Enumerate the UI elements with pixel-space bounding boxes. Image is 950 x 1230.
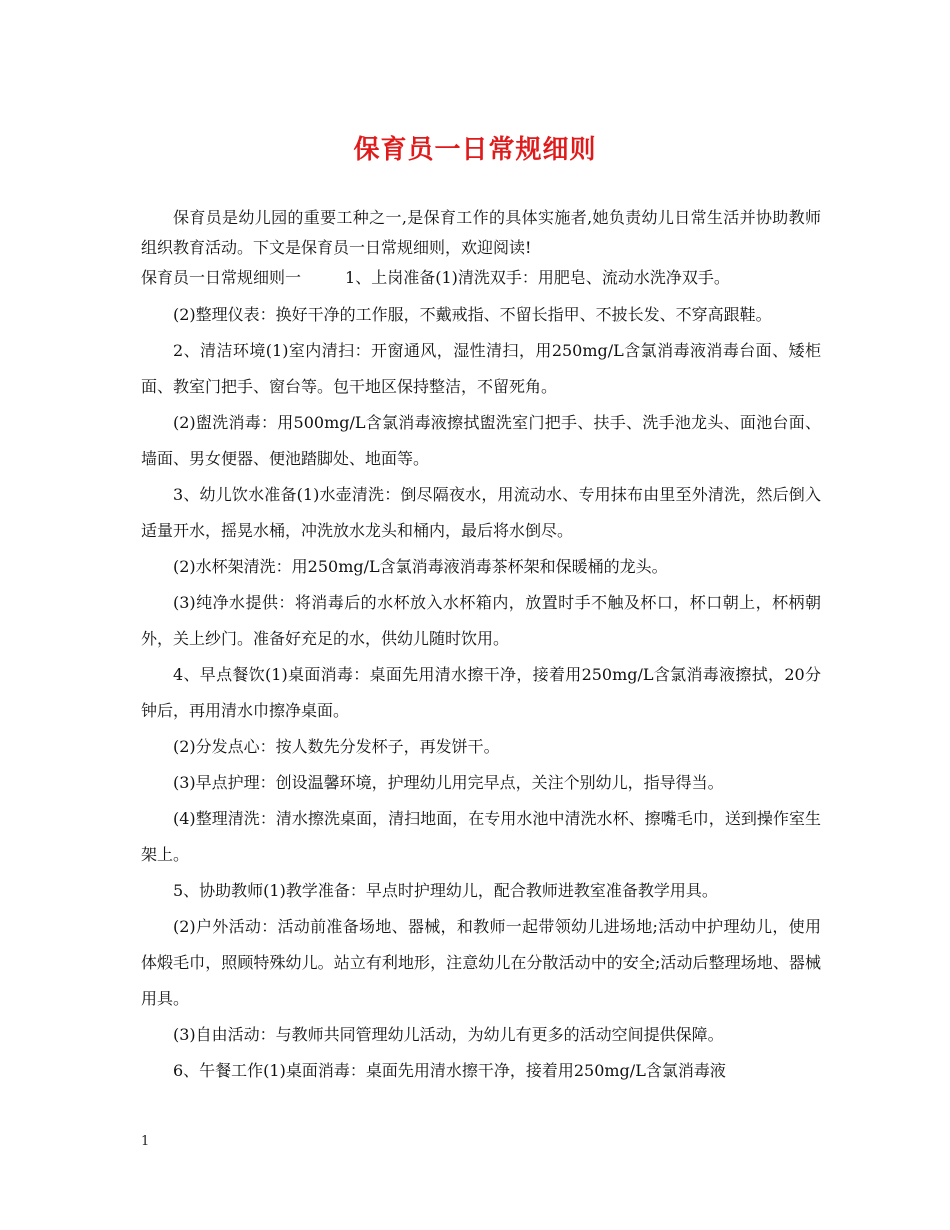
paragraph-1: 1、上岗准备(1)清洗双手：用肥皂、流动水洗净双手。 <box>345 268 730 287</box>
paragraph-11: (4)整理清洗：清水擦洗桌面，清扫地面，在专用水池中清洗水杯、擦嘴毛巾，送到操作室生架上。 <box>141 809 821 864</box>
paragraph-10: (3)早点护理：创设温馨环境，护理幼儿用完早点，关注个别幼儿，指导得当。 <box>173 773 724 792</box>
paragraph-4: (2)盥洗消毒：用500mg/L含氯消毒液擦拭盥洗室门把手、扶手、洗手池龙头、面池台面、墙面、男女便器、便池踏脚处、地面等。 <box>141 413 821 468</box>
document-body <box>141 203 821 1089</box>
document-title: 保育员一日常规细则 <box>353 135 597 165</box>
paragraph-9: (2)分发点心：按人数先分发杯子，再发饼干。 <box>173 737 500 756</box>
section-line <box>141 263 821 293</box>
section-heading: 保育员一日常规细则一 <box>141 268 302 287</box>
paragraph-15: 6、午餐工作(1)桌面消毒：桌面先用清水擦干净，接着用250mg/L含氯消毒液 <box>173 1061 726 1080</box>
paragraph-14: (3)自由活动：与教师共同管理幼儿活动，为幼儿有更多的活动空间提供保障。 <box>173 1025 724 1044</box>
intro-paragraph: 保育员是幼儿园的重要工种之一,是保育工作的具体实施者,她负责幼儿日常生活并协助教师组织教育活动。下文是保育员一日常规细则，欢迎阅读! <box>141 208 821 257</box>
paragraph-5: 3、幼儿饮水准备(1)水壶清洗：倒尽隔夜水，用流动水、专用抹布由里至外清洗，然后倒入适量开水，摇晃水桶，冲洗放水龙头和桶内，最后将水倒尽。 <box>141 485 821 540</box>
page-number: 1 <box>141 1134 150 1149</box>
paragraph-7: (3)纯净水提供：将消毒后的水杯放入水杯箱内，放置时手不触及杯口，杯口朝上，杯柄朝外，关上纱门。准备好充足的水，供幼儿随时饮用。 <box>141 593 821 648</box>
paragraph-12: 5、协助教师(1)教学准备：早点时护理幼儿，配合教师进教室准备教学用具。 <box>173 881 718 900</box>
paragraph-3: 2、清洁环境(1)室内清扫：开窗通风，湿性清扫，用250mg/L含氯消毒液消毒台面、矮柜面、教室门把手、窗台等。包干地区保持整洁，不留死角。 <box>141 341 821 396</box>
paragraph-8: 4、早点餐饮(1)桌面消毒：桌面先用清水擦干净，接着用250mg/L含氯消毒液擦拭，20分钟后，再用清水巾擦净桌面。 <box>141 665 821 720</box>
paragraph-6: (2)水杯架清洗：用250mg/L含氯消毒液消毒茶杯架和保暖桶的龙头。 <box>173 557 668 576</box>
paragraph-13: (2)户外活动：活动前准备场地、器械，和教师一起带领幼儿进场地;活动中护理幼儿，使用体煅毛巾，照顾特殊幼儿。站立有利地形，注意幼儿在分散活动中的安全;活动后整理场地、器械用具。 <box>141 917 821 1008</box>
paragraph-2: (2)整理仪表：换好干净的工作服，不戴戒指、不留长指甲、不披长发、不穿高跟鞋。 <box>173 305 772 324</box>
